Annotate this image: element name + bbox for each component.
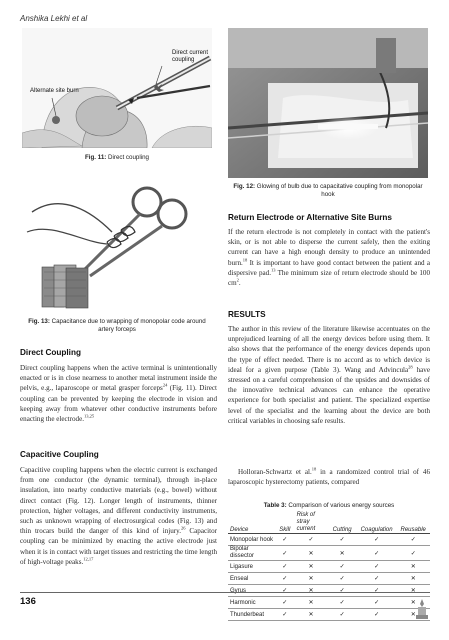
table-cell: ✓ — [275, 585, 295, 597]
direct-coupling-heading: Direct Coupling — [20, 348, 81, 357]
table-row — [228, 573, 430, 585]
return-electrode-ref-2: 13 — [271, 267, 276, 273]
table-row — [228, 546, 430, 561]
capacitive-coupling-text-a: Capacitive coupling happens when the electric current is exchanged from one conductor (the dynamic terminal), through in-place insulation, into nearby conductive materials (e.g., bowel) without direct contact (Fig. 12). Longer length of instruments, thinner protection, higher voltages, and different conductivity instruments, such as unknown wrapping of electrosurgical codes (Fig. 13) and thin trocars build the danger of this kind of injury. — [20, 466, 217, 536]
capacitive-coupling-paragraph — [20, 465, 217, 567]
table-3 — [228, 512, 430, 621]
footer-rule — [20, 592, 430, 593]
return-electrode-text-c: The minimum size of return electrode should be 100 cm — [228, 268, 430, 288]
table-3-caption-label: Table 3: — [263, 502, 287, 509]
table-row — [228, 597, 430, 609]
table-row — [228, 585, 430, 597]
return-electrode-text-b: It is important to have good contact between the patient and a dispersive pad. — [228, 258, 430, 277]
direct-coupling-ref-2: 13,25 — [84, 413, 95, 419]
publisher-logo-icon — [414, 598, 430, 620]
table-cell: ✓ — [357, 573, 397, 585]
table-cell: ✓ — [295, 534, 328, 546]
figure-13-caption-label: Fig. 13: — [28, 318, 50, 325]
table-cell: ✓ — [275, 534, 295, 546]
table-cell: ✓ — [357, 597, 397, 609]
table-cell: ✓ — [357, 585, 397, 597]
return-electrode-paragraph — [228, 227, 430, 288]
table-cell: ✓ — [275, 597, 295, 609]
table-cell: ✕ — [396, 597, 430, 609]
table-cell: ✓ — [275, 561, 295, 573]
table-cell: ✓ — [327, 561, 356, 573]
table-cell: ✕ — [295, 585, 328, 597]
results-paragraph-2 — [228, 467, 430, 487]
table-cell: ✕ — [295, 573, 328, 585]
capacitive-coupling-ref-1: 26 — [181, 525, 186, 531]
table-header-reusable: Reusable — [396, 512, 430, 534]
label-direct-current-coupling: Direct current coupling — [172, 50, 209, 63]
table-cell: Bipolar dissector — [228, 546, 275, 561]
table-cell: Thunderbeat — [228, 609, 275, 621]
return-electrode-text-a: If the return electrode is not completely in contact with the patient's skin, or is not able to disperse the current safely, then the exiting current can have a high enough density to produce an unintended burn. — [228, 228, 430, 267]
return-electrode-sup-2: 2 — [236, 277, 239, 283]
capacitive-coupling-heading: Capacitive Coupling — [20, 450, 99, 459]
page-number: 136 — [20, 596, 36, 607]
table-cell: ✓ — [396, 534, 430, 546]
table-cell: ✕ — [295, 609, 328, 621]
table-cell: ✕ — [396, 609, 430, 621]
direct-coupling-text-b: (Fig. 11). Direct coupling can be prevented by keeping the electrode in vision and keeping away from whatever other conductive instruments before enacting the electrode. — [20, 384, 218, 424]
table-cell: ✓ — [275, 573, 295, 585]
table-cell: ✓ — [357, 561, 397, 573]
table-3-caption-text: Comparison of various energy sources — [286, 502, 395, 509]
table-cell: ✓ — [396, 546, 430, 561]
forceps-wrapped-cord-photo — [22, 172, 212, 312]
glowing-bulb-photo — [228, 28, 428, 178]
table-cell: Ligasure — [228, 561, 275, 573]
table-cell: ✕ — [396, 585, 430, 597]
figure-12-caption — [228, 183, 428, 198]
results-p2-text-b: in a randomized control trial of 46 laparoscopic hysterectomy patients, compared — [228, 468, 430, 487]
results-paragraph-1 — [228, 324, 430, 426]
table-cell: Enseal — [228, 573, 275, 585]
table-cell: ✓ — [275, 609, 295, 621]
figure-13-caption — [22, 318, 212, 333]
results-heading: RESULTS — [228, 310, 266, 319]
table-cell: ✓ — [357, 609, 397, 621]
table-header-risk: Risk of stray current — [295, 512, 328, 534]
table-cell: ✕ — [396, 573, 430, 585]
figure-11-caption-label: Fig. 11: — [85, 154, 107, 161]
figure-11 — [22, 28, 212, 148]
figure-11-caption-text: Direct coupling — [106, 154, 149, 161]
direct-coupling-ref-1: 24 — [162, 383, 168, 389]
table-cell: Gyrus — [228, 585, 275, 597]
table-cell: ✕ — [327, 546, 356, 561]
table-cell: Monopolar hook — [228, 534, 275, 546]
table-cell: ✓ — [327, 534, 356, 546]
energy-sources-table — [228, 512, 430, 621]
table-cell: ✓ — [327, 597, 356, 609]
figure-13 — [22, 172, 212, 312]
results-text-a: The author in this review of the literature likewise accentuates on the unprejudiced learning of all the energy devices before using them. It also shows that the performance of the energy devices depends upon the type of effect needed. There is no accord as to which device is ideal for a given purpose (Table 3). Wang and Advincula — [228, 325, 430, 374]
label-alternate-site-burn: Alternate site burn — [30, 88, 79, 94]
table-3-caption — [228, 502, 430, 510]
table-header-cutting: Cutting — [327, 512, 356, 534]
table-cell: ✓ — [357, 546, 397, 561]
figure-13-caption-text: Capacitance due to wrapping of monopolar code around artery forceps — [49, 318, 206, 333]
results-ref-1: 28 — [408, 364, 413, 370]
table-cell: ✓ — [327, 573, 356, 585]
capacitive-coupling-text-b: Capacitor coupling can be minimized by enacting the active electrode just when it is in contact with target tissues and restricting the time length of high-voltage peaks. — [20, 527, 217, 566]
table-cell: ✕ — [295, 597, 328, 609]
table-header-device: Device — [228, 512, 275, 534]
table-row — [228, 561, 430, 573]
table-row — [228, 534, 430, 546]
running-head: Anshika Lekhi et al — [20, 14, 88, 23]
results-p2-text-a: Holloran-Schwartz et al. — [238, 468, 312, 476]
capacitive-coupling-ref-2: 12,17 — [83, 556, 94, 562]
results-text-b: have stressed on a careful comprehension of the upsides and downsides of the innovative technical advances can enhance the operative experience for both specialist and patient. The specialized expertise level of the specialist and the learning about the device are both critical variables in choosing safe results. — [228, 365, 430, 425]
table-cell: ✕ — [295, 546, 328, 561]
direct-coupling-text-a: Direct coupling happens when the active terminal is unintentionally enacted or is in close nearness to another metal instrument inside the pelvis, e.g., laparoscope or metal grasper forceps — [20, 364, 217, 393]
return-electrode-ref-1: 18 — [242, 257, 248, 263]
table-row — [228, 609, 430, 621]
table-cell: ✓ — [357, 534, 397, 546]
table-cell: ✓ — [327, 585, 356, 597]
table-cell: ✓ — [327, 609, 356, 621]
figure-12 — [228, 28, 428, 178]
table-cell: ✓ — [275, 546, 295, 561]
table-header-coagulation: Coagulation — [357, 512, 397, 534]
table-cell: ✕ — [396, 561, 430, 573]
table-header-skill: Skill — [275, 512, 295, 534]
table-cell: Harmonic — [228, 597, 275, 609]
figure-12-caption-label: Fig. 12: — [233, 183, 256, 190]
return-electrode-text-d: . — [238, 279, 241, 288]
figure-12-caption-text: Glowing of bulb due to capacitative coupling from monopolar hook — [255, 183, 423, 198]
table-cell: ✕ — [295, 561, 328, 573]
direct-coupling-paragraph — [20, 363, 217, 424]
return-electrode-heading: Return Electrode or Alternative Site Burns — [228, 213, 392, 222]
results-ref-2: 18 — [311, 466, 317, 472]
figure-11-caption — [22, 154, 212, 162]
